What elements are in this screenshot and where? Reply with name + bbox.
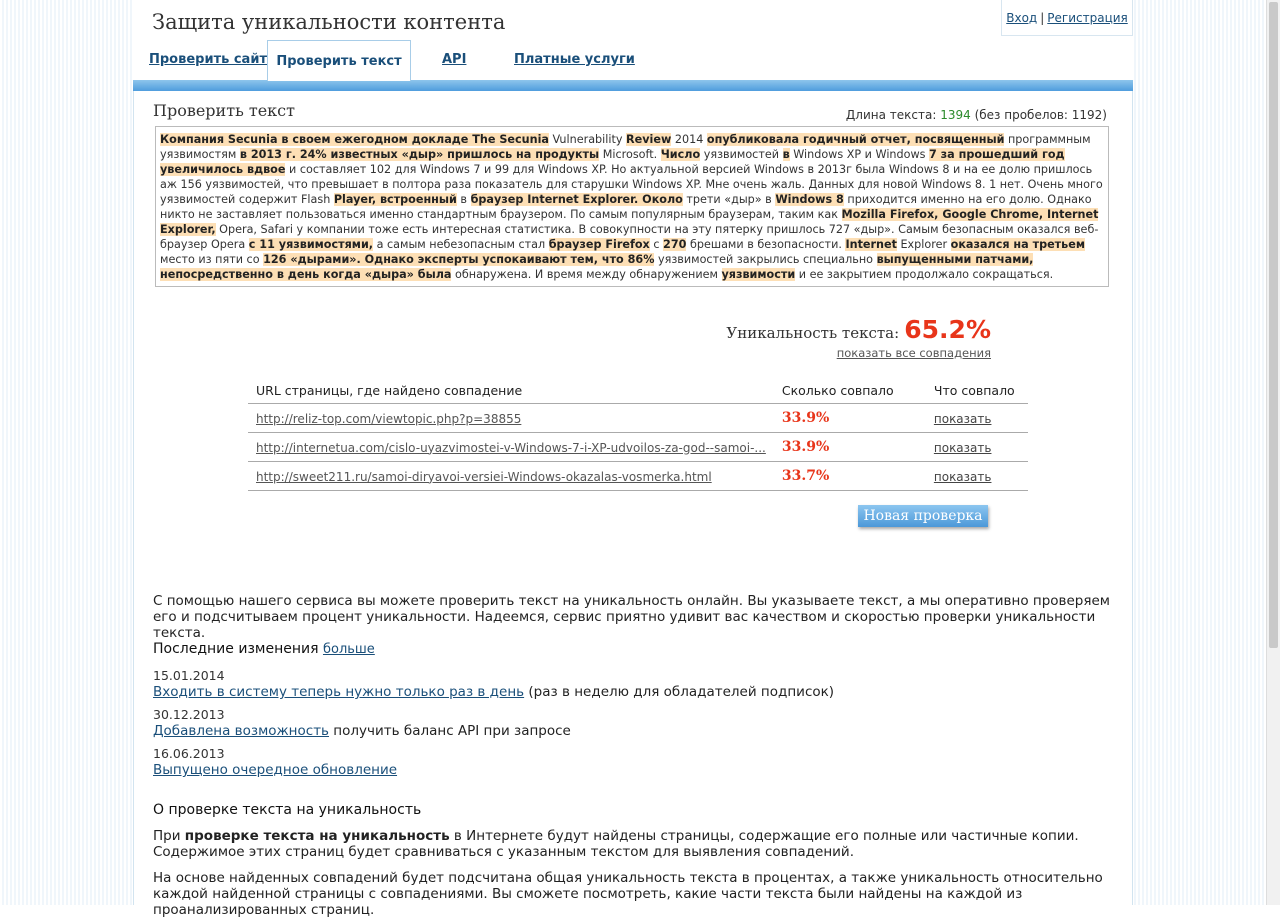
change-text: получить баланс API при запросе [329, 723, 571, 739]
text-fragment: брешами в безопасности. [686, 238, 846, 251]
table-row [248, 433, 1028, 462]
matched-fragment: 126 «дырами». Однако эксперты успокаивают тем, что 86% [263, 253, 655, 266]
uniqueness-label: Уникальность текста: [726, 324, 900, 342]
table-row [248, 462, 1028, 491]
match-url-link[interactable]: http://sweet211.ru/samoi-diryavoi-versiei-Windows-okazalas-vosmerka.html [256, 469, 712, 484]
tab-check-text[interactable]: Проверить текст [267, 40, 411, 81]
matched-fragment: Windows 8 [775, 193, 844, 206]
about-p1-pre: При [153, 828, 185, 844]
scrollbar-thumb[interactable] [1269, 2, 1278, 648]
col-url-header: URL страницы, где найдено совпадение [248, 378, 774, 404]
text-fragment: Vulnerability [548, 133, 627, 146]
text-length [846, 108, 1107, 122]
tab-paid-services[interactable]: Платные услуги [514, 52, 635, 67]
match-url-link[interactable]: http://reliz-top.com/viewtopic.php?p=38855 [256, 411, 522, 426]
uniqueness-result [726, 315, 991, 360]
auth-box [1001, 0, 1133, 36]
show-match-link[interactable]: показать [933, 469, 992, 484]
text-fragment: Microsoft. [599, 148, 661, 161]
matched-fragment: Число [660, 148, 701, 161]
changes-title: Последние изменения [153, 641, 319, 657]
text-fragment: уязвимостей закрылись специально [654, 253, 877, 266]
checked-text-box[interactable] [155, 126, 1109, 287]
show-all-matches-link[interactable]: показать все совпадения [836, 346, 991, 360]
matched-fragment: 7 за прошедший год увеличилось вдвое [160, 148, 1065, 176]
text-fragment: Explorer [896, 238, 951, 251]
text-fragment: а самым небезопасным стал [373, 238, 549, 251]
matched-fragment: с 11 уязвимостями, [248, 238, 374, 251]
matched-fragment: уязвимости [721, 268, 796, 281]
change-item [153, 746, 397, 778]
text-fragment: обнаружена. И время между обнаружением [451, 268, 722, 281]
matches-table [248, 378, 1028, 491]
auth-separator: | [1040, 11, 1045, 25]
changes-more-link[interactable]: больше [322, 642, 375, 657]
match-percent: 33.7% [774, 462, 926, 491]
matched-fragment: Компания Secunia в своем ежегодном докладе The Secunia [160, 133, 549, 146]
change-link[interactable]: Добавлена возможность [153, 723, 330, 739]
new-check-button[interactable]: Новая проверка [858, 505, 988, 527]
about-paragraph-1 [153, 828, 1128, 860]
text-fragment: приходится именно на его долю. Однако никто не заставляет пользоваться именно стандартным браузером. По самым популярным браузерам, таким как [160, 193, 1092, 221]
register-link[interactable]: Регистрация [1047, 11, 1128, 25]
text-fragment: и ее закрытием продолжало сокращаться. [795, 268, 1054, 281]
service-intro: С помощью нашего сервиса вы можете проверить текст на уникальность онлайн. Вы указываете текст, а мы оперативно проверяем его и подсчитываем процент уникальности. Надеемся, сервис приятно удивит вас качеством и скоростью проверки уникальности текста. [153, 593, 1110, 641]
tab-check-site[interactable]: Проверить сайт [149, 52, 267, 67]
tab-api[interactable]: API [442, 52, 467, 67]
col-percent-header: Сколько совпало [774, 378, 926, 404]
matched-fragment: Mozilla Firefox, Google Chrome, Internet Explorer, [160, 208, 1099, 236]
match-url-link[interactable]: http://internetua.com/cislo-uyazvimostei-v-Windows-7-i-XP-udvoilos-za-god--samoi-... [256, 440, 766, 455]
text-fragment: 2014 [671, 133, 707, 146]
change-date: 15.01.2014 [153, 668, 225, 683]
about-heading: О проверке текста на уникальность [153, 802, 422, 818]
text-fragment: Opera, Safari у компании тоже есть интересная статистика. В совокупности на эту пятерку пришлось 727 «дыр». Самым безопасным оказался веб-браузер Opera [160, 223, 1099, 251]
change-item [153, 668, 834, 700]
about-p1-bold: проверке текста на уникальность [184, 828, 450, 844]
matched-fragment: Player, встроенный [333, 193, 457, 206]
text-fragment: и составляет 102 для Windows 7 и 99 для Windows XP. Но актуальной версией Windows в 2013г была Windows 8 и на ее долю пришлось аж 156 уязвимостей, что превышает в полтора раза показатель для старушки Windows XP. Мне очень жаль. Данных для новой Windows 8. 1 нет. Очень много уязвимостей содержит Flash [160, 163, 1103, 206]
change-date: 30.12.2013 [153, 707, 225, 722]
text-fragment: Windows XP и Windows [789, 148, 929, 161]
about-paragraph-2: На основе найденных совпадений будет подсчитана общая уникальность текста в процентах, а также уникальность относительно каждой найденной страницы с совпадениями. Вы сможете посмотреть, какие части текста были найдены на каждой из проанализированных страниц. [153, 870, 1103, 918]
login-link[interactable]: Вход [1006, 11, 1038, 25]
scrollbar[interactable] [1266, 0, 1280, 905]
uniqueness-value: 65.2% [904, 315, 991, 344]
matched-fragment: браузер Internet Explorer. Около [470, 193, 683, 206]
text-length-value: 1394 [940, 108, 971, 122]
text-length-no-spaces: (без пробелов: 1192) [974, 108, 1107, 122]
matched-fragment: Review [626, 133, 672, 146]
text-length-label: Длина текста: [845, 108, 937, 122]
about-p1-post: в Интернете будут найдены страницы, содержащие его полные или частичные копии. Содержимое этих страниц будет сравниваться с указанным текстом для выявления совпадений. [153, 828, 1079, 860]
text-fragment: уязвимостей [700, 148, 783, 161]
section-title: Проверить текст [153, 101, 295, 120]
text-fragment: с [649, 238, 664, 251]
match-percent: 33.9% [774, 404, 926, 433]
site-title: Защита уникальности контента [152, 10, 506, 34]
match-percent: 33.9% [774, 433, 926, 462]
change-link[interactable]: Входить в систему теперь нужно только раз в день [153, 684, 525, 700]
matched-fragment: оказался на третьем [950, 238, 1085, 251]
text-fragment: место из пяти со [160, 253, 264, 266]
change-date: 16.06.2013 [153, 746, 225, 761]
change-item [153, 707, 571, 739]
matched-fragment: в [782, 148, 790, 161]
table-row [248, 404, 1028, 433]
show-match-link[interactable]: показать [933, 411, 992, 426]
table-header-row [248, 378, 1028, 404]
matched-fragment: браузер Firefox [548, 238, 650, 251]
matched-fragment: Internet [845, 238, 897, 251]
text-fragment: трети «дыр» в [682, 193, 776, 206]
changes-heading [153, 641, 375, 657]
matched-fragment: опубликовала годичный отчет, посвященный [706, 133, 1005, 146]
show-match-link[interactable]: показать [933, 440, 992, 455]
page-container [133, 0, 1133, 918]
matched-fragment: в 2013 г. 24% известных «дыр» пришлось на продукты [239, 148, 600, 161]
matched-fragment: 270 [663, 238, 687, 251]
matched-fragment: выпущенными патчами, непосредственно в день когда «дыра» была [160, 253, 1034, 281]
main-content [133, 91, 1133, 918]
text-fragment: программным уязвимостям [160, 133, 1091, 161]
col-action-header: Что совпало [926, 378, 1028, 404]
header [133, 0, 1133, 90]
change-link[interactable]: Выпущено очередное обновление [153, 762, 398, 778]
change-text: (раз в неделю для обладателей подписок) [524, 684, 835, 700]
text-fragment: в [456, 193, 471, 206]
